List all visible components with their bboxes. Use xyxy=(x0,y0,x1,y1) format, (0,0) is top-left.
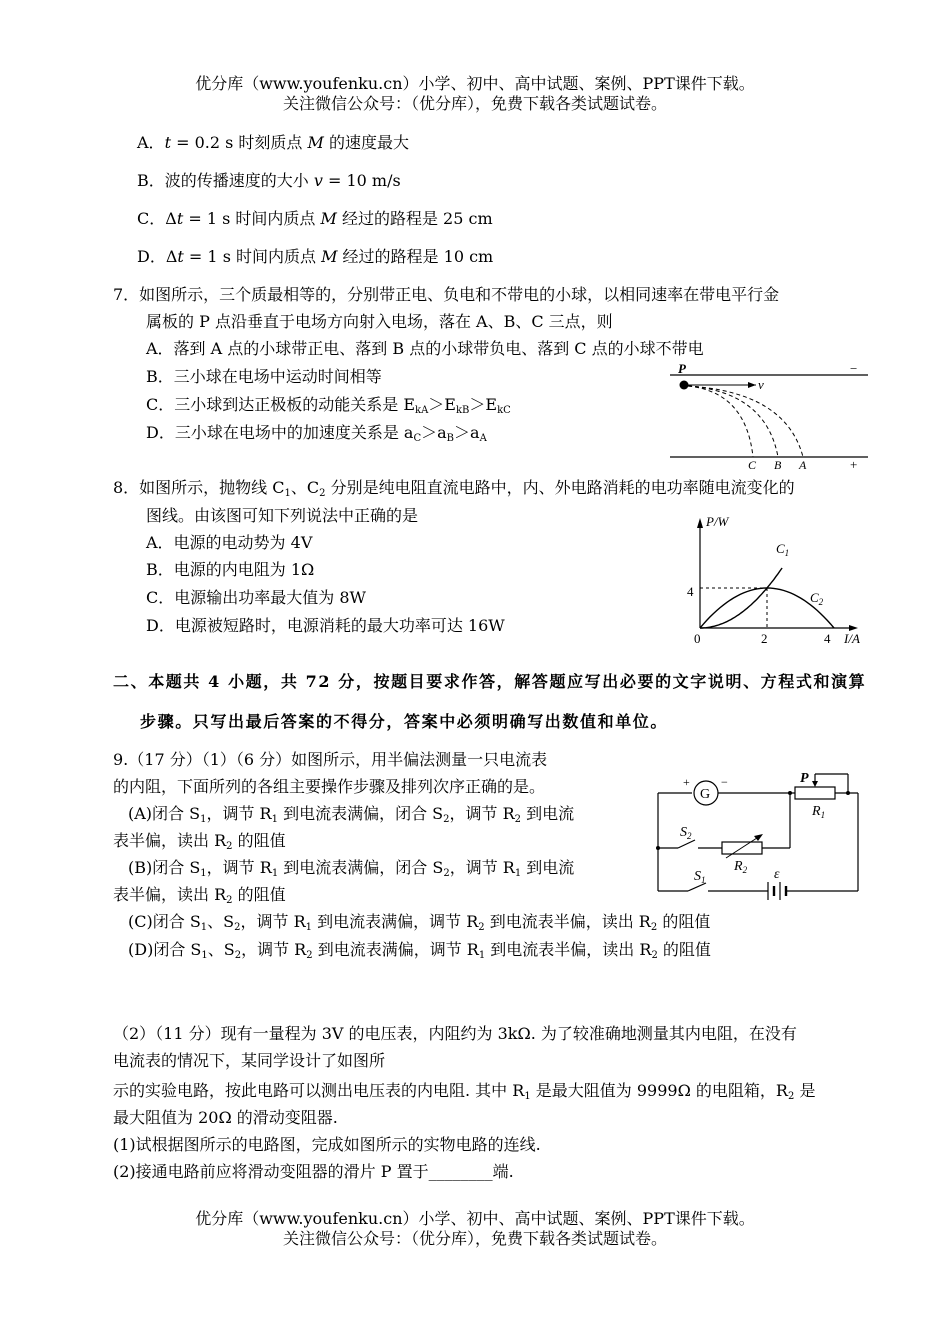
q8-power-graph xyxy=(680,512,870,647)
label-emf: ε xyxy=(774,867,780,882)
slider-arrow-icon xyxy=(812,781,818,787)
y-axis-arrow-icon xyxy=(697,518,703,528)
label-r1: $R_1$ xyxy=(812,804,826,820)
q8-stem-line2: 图线。由该图可知下列说法中正确的是 xyxy=(146,506,419,525)
q6-option-a: A．t = 0.2 s 时刻质点 M 的速度最大 xyxy=(137,133,409,152)
label-c: C xyxy=(748,458,757,472)
galvanometer-label: G xyxy=(700,787,711,802)
y-axis-label: P/W xyxy=(706,514,729,529)
label-s1: $S_1$ xyxy=(694,869,706,885)
part2-line3: 示的实验电路，按此电路可以测出电压表的内电阻. 其中 $R_1$ 是最大阻值为 9999Ω 的电阻箱，$R_2$ 是 xyxy=(113,1081,816,1102)
q7-stem-line2: 属板的 P 点沿垂直于电场方向射入电场，落在 A、B、C 三点，则 xyxy=(146,312,613,331)
q8-option-d: D．电源被短路时，电源消耗的最大功率可达 16W xyxy=(146,616,505,635)
footer-line1: 优分库（www.youfenku.cn）小学、初中、高中试题、案例、PPT课件下载。 xyxy=(195,1209,755,1228)
label-p: P xyxy=(800,771,809,786)
label-b: B xyxy=(774,458,782,472)
q9-circuit-figure xyxy=(650,766,865,901)
q7-plates-figure xyxy=(668,362,873,472)
q9-option-b-line1: (B)闭合 $S_1$，调节 $R_1$ 到电流表满偏，闭合 $S_2$，调节 $R_1$ 到电流 xyxy=(128,858,575,879)
q6-option-d: D．Δt = 1 s 时间内质点 M 经过的路程是 10 cm xyxy=(137,247,494,266)
label-r2: $R_2$ xyxy=(734,859,748,875)
galvanometer-plus: + xyxy=(683,775,690,789)
q6-option-c: C．Δt = 1 s 时间内质点 M 经过的路程是 25 cm xyxy=(137,209,493,228)
series-c1-label: $C_1$ xyxy=(776,541,790,558)
trajectory-a xyxy=(688,386,803,457)
part2-line2: 电流表的情况下，某同学设计了如图所 xyxy=(113,1051,386,1070)
q8-stem-line1: 8．如图所示，抛物线 $C_1$、$C_2$ 分别是纯电阻直流电路中，内、外电路消耗的电功率随电流变化的 xyxy=(113,478,795,499)
q9-stem-line1: 9.（17 分）（1）（6 分）如图所示，用半偏法测量一只电流表 xyxy=(113,750,548,769)
label-a: A xyxy=(799,458,807,472)
label-s2: $S_2$ xyxy=(680,825,692,841)
series-c1-line xyxy=(700,568,782,628)
y-tick-4: 4 xyxy=(687,584,694,599)
footer-line2: 关注微信公众号：（优分库），免费下载各类试题试卷。 xyxy=(282,1229,667,1248)
junction-dot xyxy=(788,791,792,795)
q7-option-c: C．三小球到达正极板的动能关系是 $E_{kA}>E_{kB}>E_{kC}$ xyxy=(146,395,511,416)
q7-stem-line1: 7．如图所示，三个质最相等的，分别带正电、负电和不带电的小球，以相同速率在带电平行金 xyxy=(113,285,780,304)
q8-option-a: A．电源的电动势为 4V xyxy=(146,533,313,552)
ball-icon xyxy=(680,381,689,390)
arrow-head-icon xyxy=(748,382,756,388)
q8-option-c: C．电源输出功率最大值为 8W xyxy=(146,588,366,607)
part2-line4: 最大阻值为 20Ω 的滑动变阻器. xyxy=(113,1108,338,1127)
rheostat-r1-icon xyxy=(795,787,835,799)
series-c2-label: $C_2$ xyxy=(810,590,824,607)
galvanometer-minus: − xyxy=(721,775,728,789)
q6-option-b: B．波的传播速度的大小 v = 10 m/s xyxy=(137,171,401,190)
q9-stem-line2: 的内阻，下面所列的各组主要操作步骤及排列次序正确的是。 xyxy=(113,777,546,796)
q8-option-b: B．电源的内电阻为 1Ω xyxy=(146,560,315,579)
label-plus: + xyxy=(850,457,858,472)
q9-option-d: (D)闭合 $S_1$、$S_2$，调节 $R_2$ 到电流表满偏，调节 $R_1$ 到电流表半偏，读出 $R_2$ 的阻值 xyxy=(128,940,711,961)
section2-heading-line1: 二、本题共 4 小题，共 72 分，按题目要求作答，解答题应写出必要的文字说明、方程式和演算 xyxy=(113,672,867,691)
q7-option-d: D．三小球在电场中的加速度关系是 $a_C>a_B>a_A$ xyxy=(146,423,487,444)
label-v: v xyxy=(758,377,764,392)
header-line2: 关注微信公众号：（优分库），免费下载各类试题试卷。 xyxy=(282,94,667,113)
part2-line6: (2)接通电路前应将滑动变阻器的滑片 P 置于________端. xyxy=(113,1162,514,1181)
x-axis-label: I/A xyxy=(844,631,860,646)
q9-option-a-line1: (A)闭合 $S_1$，调节 $R_1$ 到电流表满偏，闭合 $S_2$，调节 $R_2$ 到电流 xyxy=(128,804,575,825)
q9-option-b-line2: 表半偏，读出 $R_2$ 的阻值 xyxy=(113,885,286,906)
x-tick-0: 0 xyxy=(694,631,701,646)
q7-option-a: A．落到 A 点的小球带正电、落到 B 点的小球带负电、落到 C 点的小球不带电 xyxy=(146,339,704,358)
part2-line5: (1)试根据图所示的电路图，完成如图所示的实物电路的连线. xyxy=(113,1135,541,1154)
variable-arrow-icon xyxy=(754,834,763,841)
x-tick-2: 2 xyxy=(761,631,768,646)
junction-dot xyxy=(656,846,660,850)
q9-option-a-line2: 表半偏，读出 $R_2$ 的阻值 xyxy=(113,831,286,852)
header-line1: 优分库（www.youfenku.cn）小学、初中、高中试题、案例、PPT课件下载。 xyxy=(195,74,755,93)
section2-heading-line2: 步骤。只写出最后答案的不得分，答案中必须明确写出数值和单位。 xyxy=(140,712,669,731)
x-tick-4: 4 xyxy=(824,631,831,646)
switch-s2 xyxy=(678,840,695,848)
part2-line1: （2）（11 分）现有一量程为 3V 的电压表，内阻约为 3kΩ. 为了较准确地测量其内电阻，在没有 xyxy=(113,1024,797,1043)
q9-option-c: (C)闭合 $S_1$、$S_2$，调节 $R_1$ 到电流表满偏，调节 $R_2$ 到电流表半偏，读出 $R_2$ 的阻值 xyxy=(128,912,711,933)
label-minus: − xyxy=(850,362,858,376)
q7-option-b: B．三小球在电场中运动时间相等 xyxy=(146,367,382,386)
label-p: P xyxy=(678,362,686,376)
trajectory-b xyxy=(688,386,778,457)
